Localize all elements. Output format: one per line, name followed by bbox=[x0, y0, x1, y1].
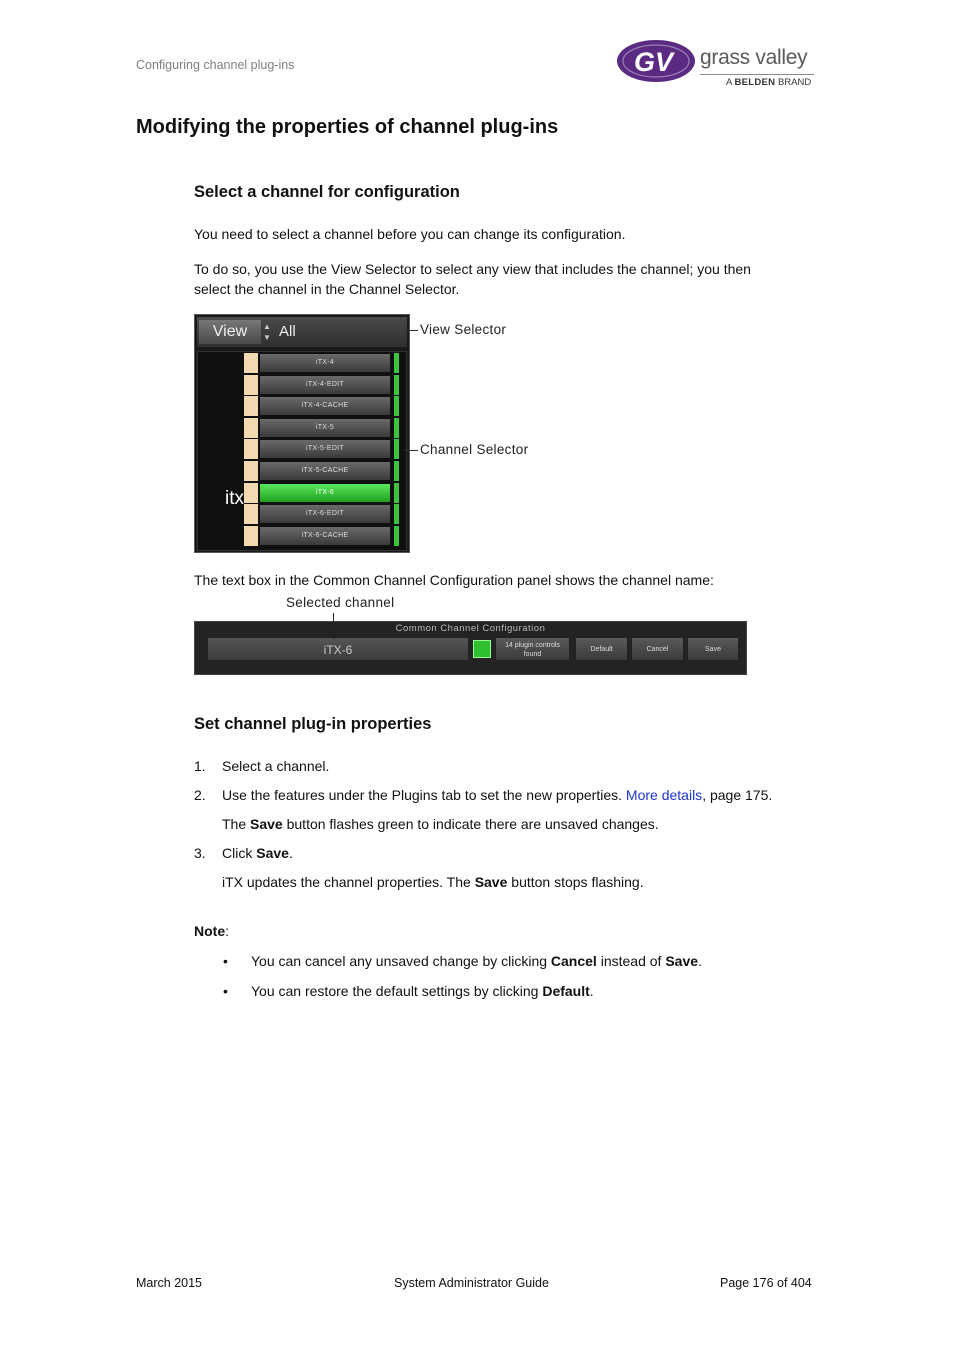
step-note: The Save button flashes green to indicate there are unsaved changes. bbox=[222, 816, 659, 832]
channel-selector bbox=[197, 351, 407, 551]
section-heading-select-channel: Select a channel for configuration bbox=[194, 183, 460, 201]
step-text: Use the features under the Plugins tab to set the new properties. More details, page 175. bbox=[222, 787, 773, 803]
paragraph: select the channel in the Channel Selector. bbox=[194, 281, 460, 297]
channel-status-bar bbox=[394, 375, 399, 395]
note-bullet: You can cancel any unsaved change by clicking Cancel instead of Save. bbox=[251, 953, 702, 969]
channel-color-swatch bbox=[244, 396, 258, 416]
channel-color-swatch bbox=[244, 439, 258, 459]
channel-button[interactable]: iTX-6-EDIT bbox=[260, 505, 390, 523]
footer-guide: System Administrator Guide bbox=[394, 1276, 549, 1290]
channel-status-bar bbox=[394, 526, 399, 546]
running-header: Configuring channel plug-ins bbox=[136, 58, 295, 72]
channel-status-bar bbox=[394, 483, 399, 503]
itx-logo: itx bbox=[225, 488, 244, 509]
bullet-icon: • bbox=[223, 983, 228, 999]
footer-date: March 2015 bbox=[136, 1276, 203, 1290]
step-note: iTX updates the channel properties. The Save button stops flashing. bbox=[222, 874, 644, 890]
callout-line-selected bbox=[333, 613, 334, 639]
callout-selected-channel: Selected channel bbox=[286, 595, 395, 610]
footer-page: Page 176 of 404 bbox=[720, 1276, 812, 1290]
channel-status-bar bbox=[394, 353, 399, 373]
channel-row[interactable] bbox=[244, 504, 400, 524]
callout-view-selector: View Selector bbox=[420, 322, 507, 337]
channel-button[interactable]: iTX-4 bbox=[260, 354, 390, 372]
step-text: Click Save. bbox=[222, 845, 293, 861]
channel-button[interactable]: iTX-6 bbox=[260, 484, 390, 502]
step-text: Select a channel. bbox=[222, 758, 330, 774]
channel-button[interactable]: iTX-5-EDIT bbox=[260, 440, 390, 458]
cancel-button[interactable]: Cancel bbox=[631, 637, 684, 661]
channel-button[interactable]: iTX-5-CACHE bbox=[260, 462, 390, 480]
logo-tagline: A BELDEN BRAND bbox=[726, 77, 812, 88]
gv-mark-icon bbox=[616, 38, 698, 86]
channel-row[interactable] bbox=[244, 353, 400, 373]
callout-channel-selector: Channel Selector bbox=[420, 442, 529, 457]
section-heading-set-properties: Set channel plug-in properties bbox=[194, 715, 432, 733]
paragraph: You need to select a channel before you can change its configuration. bbox=[194, 226, 626, 242]
channel-button[interactable]: iTX-6-CACHE bbox=[260, 527, 390, 545]
note-label: Note: bbox=[194, 923, 230, 939]
channel-row[interactable] bbox=[244, 396, 400, 416]
channel-row[interactable] bbox=[244, 418, 400, 438]
status-indicator bbox=[473, 640, 491, 658]
channel-status-bar bbox=[394, 461, 399, 481]
channel-row[interactable] bbox=[244, 439, 400, 459]
channel-button[interactable]: iTX-4-EDIT bbox=[260, 376, 390, 394]
channel-color-swatch bbox=[244, 418, 258, 438]
panel-title: Common Channel Configuration bbox=[395, 623, 546, 634]
channel-row[interactable] bbox=[244, 375, 400, 395]
callout-line-channel bbox=[404, 450, 418, 451]
view-selector bbox=[197, 317, 407, 347]
step-number: 3. bbox=[194, 845, 206, 861]
channel-button[interactable]: iTX-4-CACHE bbox=[260, 397, 390, 415]
step-number: 2. bbox=[194, 787, 206, 803]
svg-text:GV: GV bbox=[634, 47, 674, 77]
view-value: All bbox=[279, 323, 296, 340]
channel-row[interactable] bbox=[244, 483, 400, 503]
channel-status-bar bbox=[394, 439, 399, 459]
logo-rule bbox=[700, 74, 814, 75]
more-details-link[interactable]: More details bbox=[625, 787, 703, 803]
channel-status-bar bbox=[394, 504, 399, 524]
channel-color-swatch bbox=[244, 375, 258, 395]
channel-row[interactable] bbox=[244, 461, 400, 481]
common-channel-config-figure bbox=[194, 621, 747, 675]
callout-line-view bbox=[404, 330, 418, 331]
page-title: Modifying the properties of channel plug-ins bbox=[136, 116, 559, 138]
channel-status-bar bbox=[394, 396, 399, 416]
grass-valley-logo bbox=[616, 36, 816, 92]
plugin-controls-found: 14 plugin controls found bbox=[495, 637, 570, 661]
note-bullet: You can restore the default settings by clicking Default. bbox=[251, 983, 594, 999]
paragraph: To do so, you use the View Selector to select any view that includes the channel; you then bbox=[194, 261, 751, 277]
save-button[interactable]: Save bbox=[687, 637, 739, 661]
channel-color-swatch bbox=[244, 504, 258, 524]
channel-color-swatch bbox=[244, 526, 258, 546]
default-button[interactable]: Default bbox=[575, 637, 628, 661]
channel-row[interactable] bbox=[244, 526, 400, 546]
channel-color-swatch bbox=[244, 461, 258, 481]
step-number: 1. bbox=[194, 758, 206, 774]
view-button[interactable]: View bbox=[199, 320, 261, 344]
channel-color-swatch bbox=[244, 353, 258, 373]
logo-wordmark: grass valley bbox=[700, 46, 808, 69]
channel-name-field[interactable]: iTX-6 bbox=[207, 637, 469, 661]
bullet-icon: • bbox=[223, 953, 228, 969]
view-spinner-icon[interactable]: ▲ ▼ bbox=[263, 322, 271, 342]
channel-color-swatch bbox=[244, 483, 258, 503]
paragraph: The text box in the Common Channel Configuration panel shows the channel name: bbox=[194, 572, 714, 588]
channel-status-bar bbox=[394, 418, 399, 438]
view-channel-selector-figure bbox=[194, 314, 410, 553]
channel-button[interactable]: iTX-5 bbox=[260, 419, 390, 437]
